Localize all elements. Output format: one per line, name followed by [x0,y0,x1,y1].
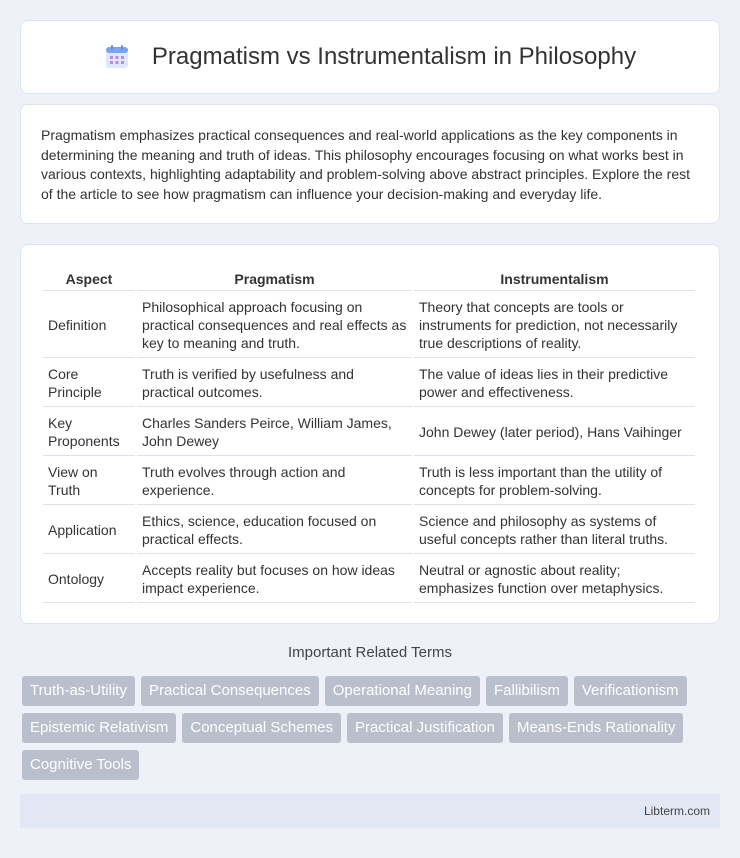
related-term-tag[interactable]: Practical Justification [347,713,503,743]
table-cell-pragmatism: Philosophical approach focusing on practical consequences and real effects as key to meaning and truth. [137,293,412,358]
footer [20,794,720,828]
related-terms-list [22,676,722,787]
table-cell-pragmatism: Charles Sanders Peirce, William James, John Dewey [137,409,412,456]
related-term-tag[interactable]: Verificationism [574,676,687,706]
related-term-tag[interactable]: Practical Consequences [141,676,319,706]
table-cell-instrumentalism: Science and philosophy as systems of useful concepts rather than literal truths. [414,507,695,554]
table-row [43,360,695,407]
table-cell-aspect: Ontology [43,556,135,603]
related-term-tag[interactable]: Cognitive Tools [22,750,139,780]
related-term-tag[interactable]: Truth-as-Utility [22,676,135,706]
related-term-tag[interactable]: Epistemic Relativism [22,713,176,743]
table-cell-instrumentalism: Neutral or agnostic about reality; emphasizes function over metaphysics. [414,556,695,603]
table-cell-instrumentalism: Truth is less important than the utility of concepts for problem-solving. [414,458,695,505]
footer-site-link[interactable]: Libterm.com [643,804,710,818]
table-row [43,293,695,358]
header-card [20,20,720,94]
table-row [43,507,695,554]
intro-paragraph: Pragmatism emphasizes practical consequences and real-world applications as the key components in determining the meaning and truth of ideas. This philosophy encourages focusing on what works best in various contexts, highlighting adaptability and problem-solving above abstract principles. Explore the rest of the article to see how pragmatism can influence your decision-making and everyday life. [41,127,691,202]
table-cell-pragmatism: Truth evolves through action and experience. [137,458,412,505]
table-row [43,556,695,603]
table-cell-aspect: Definition [43,293,135,358]
table-cell-aspect: Core Principle [43,360,135,407]
table-header-row [43,267,695,291]
table-cell-pragmatism: Accepts reality but focuses on how ideas impact experience. [137,556,412,603]
related-terms-title: Important Related Terms [288,644,452,661]
table-row [43,409,695,456]
table-cell-instrumentalism: The value of ideas lies in their predictive power and effectiveness. [414,360,695,407]
table-cell-aspect: Key Proponents [43,409,135,456]
related-term-tag[interactable]: Means-Ends Rationality [509,713,683,743]
related-term-tag[interactable]: Operational Meaning [325,676,480,706]
related-term-tag[interactable]: Conceptual Schemes [182,713,341,743]
column-header-pragmatism: Pragmatism [137,267,412,291]
table-cell-instrumentalism: Theory that concepts are tools or instruments for prediction, not necessarily true descriptions of reality. [414,293,695,358]
comparison-table-card [20,244,720,624]
column-header-aspect: Aspect [43,267,135,291]
page-title: Pragmatism vs Instrumentalism in Philosophy [151,43,637,70]
table-cell-pragmatism: Ethics, science, education focused on practical effects. [137,507,412,554]
table-cell-instrumentalism: John Dewey (later period), Hans Vaihinger [414,409,695,456]
table-row [43,458,695,505]
related-term-tag[interactable]: Fallibilism [486,676,568,706]
comparison-table [41,265,697,605]
table-cell-aspect: Application [43,507,135,554]
column-header-instrumentalism: Instrumentalism [414,267,695,291]
calendar-icon [104,44,130,70]
table-cell-pragmatism: Truth is verified by usefulness and practical outcomes. [137,360,412,407]
table-cell-aspect: View on Truth [43,458,135,505]
intro-card [20,104,720,224]
